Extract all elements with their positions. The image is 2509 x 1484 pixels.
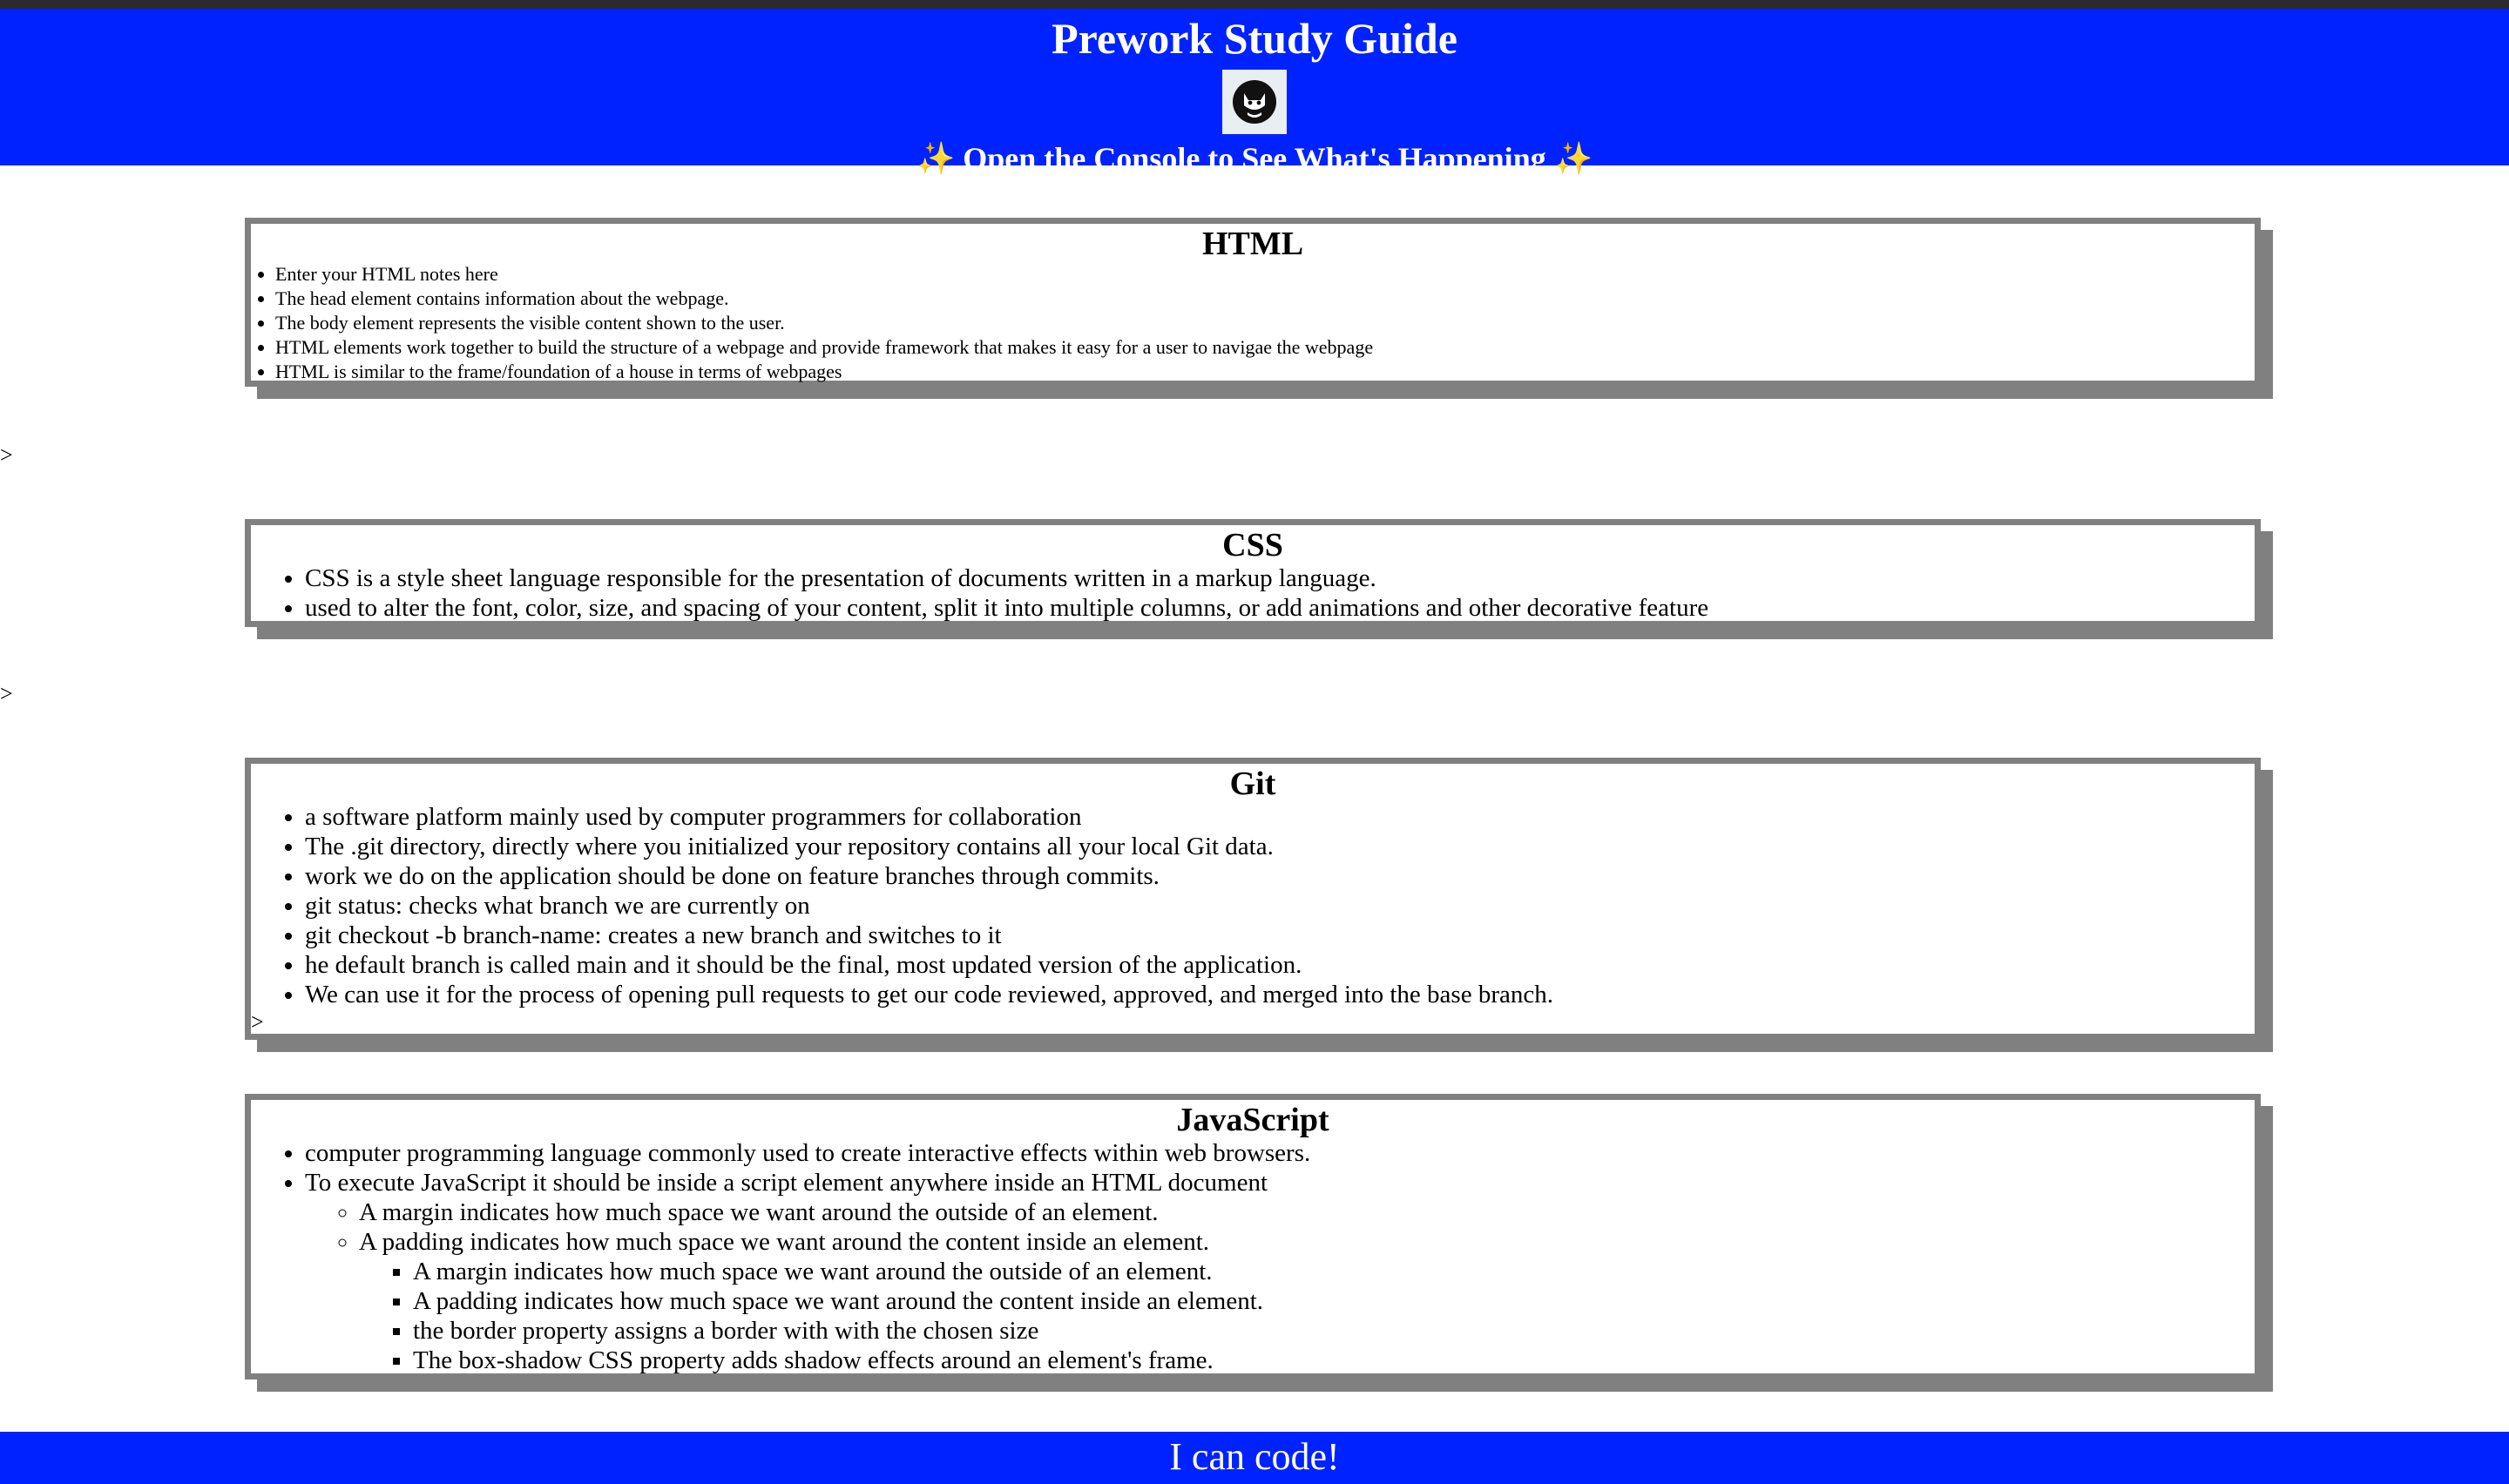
page-header — [0, 9, 2509, 176]
deep-list-item: ▪ A padding indicates how much space we want around the content inside an element. — [413, 1286, 2255, 1316]
notes-list — [251, 563, 2255, 623]
stray-marker: > — [0, 681, 13, 706]
notes-list — [251, 1138, 2255, 1375]
nested-list-item-text: A padding indicates how much space we want around the content inside an element. — [359, 1228, 1210, 1256]
list-item: • used to alter the font, color, size, and spacing of your content, split it into multiple columns, or add animations and other decorative feature — [305, 593, 2255, 623]
section-title: Git — [1229, 766, 1276, 802]
stray-marker: > — [251, 1009, 264, 1035]
section-title: CSS — [1222, 527, 1283, 563]
list-item: • he default branch is called main and it should be the final, most updated version of the application. — [305, 950, 2255, 980]
list-item: • git checkout -b branch-name: creates a new branch and switches to it — [305, 921, 2255, 950]
css-section — [245, 519, 2261, 627]
browser-top-bar — [0, 0, 2509, 9]
list-item: • a software platform mainly used by computer programmers for collaboration — [305, 802, 2255, 832]
list-item: • Enter your HTML notes here — [275, 262, 2255, 287]
list-item: • The body element represents the visible content shown to the user. — [275, 311, 2255, 335]
deep-list-item: ▪ The box-shadow CSS property adds shadow effects around an element's frame. — [413, 1346, 2255, 1375]
list-item: • HTML elements work together to build the structure of a webpage and provide framework that makes it easy for a user to navigae the webpage — [275, 335, 2255, 360]
footer-text: I can code! — [1169, 1435, 1340, 1478]
deep-list-item: ▪ the border property assigns a border with with the chosen size — [413, 1316, 2255, 1346]
list-item: • We can use it for the process of opening pull requests to get our code reviewed, approved, and merged into the base branch. — [305, 980, 2255, 1009]
stray-marker: > — [0, 442, 13, 468]
sparkle-icon: ✨ — [1553, 141, 1593, 176]
deep-list-item: ▪ A margin indicates how much space we want around the outside of an element. — [413, 1257, 2255, 1286]
html-section — [245, 218, 2261, 387]
page-title: Prework Study Guide — [1052, 14, 1457, 63]
section-title: JavaScript — [1176, 1102, 1329, 1138]
deep-nested-list — [359, 1257, 2255, 1375]
nested-list-item: ◦ A margin indicates how much space we want around the outside of an element. — [359, 1197, 2255, 1227]
nested-list-item — [359, 1227, 2255, 1375]
notes-list — [251, 262, 2255, 384]
page-subtitle — [0, 141, 2509, 176]
git-section — [245, 758, 2261, 1040]
list-item — [305, 1168, 2255, 1375]
list-item-text: To execute JavaScript it should be inside a script element anywhere inside an HTML document — [305, 1169, 1268, 1197]
list-item: • work we do on the application should be done on feature branches through commits. — [305, 861, 2255, 891]
list-item: • computer programming language commonly used to create interactive effects within web browsers. — [305, 1138, 2255, 1168]
notes-list — [251, 802, 2255, 1009]
list-item: • The head element contains information about the webpage. — [275, 287, 2255, 311]
cat-mascot-icon — [1222, 70, 1287, 134]
list-item: • HTML is similar to the frame/foundation of a house in terms of webpages — [275, 360, 2255, 384]
page-footer — [0, 1432, 2509, 1484]
subtitle-text: Open the Console to See What's Happening — [963, 141, 1546, 176]
nested-list — [305, 1197, 2255, 1375]
list-item: • The .git directory, directly where you initialized your repository contains all your local Git data. — [305, 832, 2255, 861]
list-item: • CSS is a style sheet language responsible for the presentation of documents written in a markup language. — [305, 563, 2255, 593]
sparkle-icon: ✨ — [916, 141, 956, 176]
list-item: • git status: checks what branch we are currently on — [305, 891, 2255, 921]
section-title: HTML — [1201, 226, 1304, 262]
javascript-section — [245, 1094, 2261, 1379]
